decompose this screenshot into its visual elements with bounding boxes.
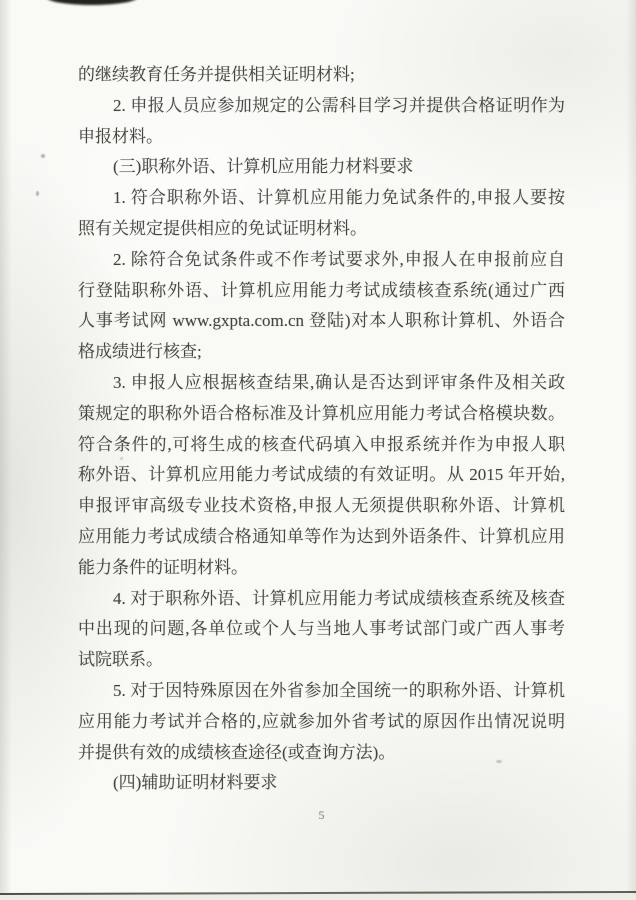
document-body-text xyxy=(78,60,565,799)
text-line: 称外语、计算机应用能力考试成绩的有效证明。从 2015 年开始, xyxy=(78,465,565,485)
text-line: 的继续教育任务并提供相关证明材料; xyxy=(78,65,355,84)
scan-right-edge-shadow xyxy=(626,0,636,900)
scan-left-edge-shadow xyxy=(0,0,12,900)
section-heading-line: (四)辅助证明材料要求 xyxy=(113,773,278,793)
text-line: 5. 对于因特殊原因在外省参加全国统一的职称外语、计算机 xyxy=(113,680,565,700)
scan-speck xyxy=(496,760,502,763)
text-line: 照有关规定提供相应的免试证明材料。 xyxy=(78,218,367,238)
section-heading-line: (三)职称外语、计算机应用能力材料要求 xyxy=(113,157,414,177)
scan-bottom-shade xyxy=(0,894,636,900)
text-line: 并提供有效的成绩核查途径(或查询方法)。 xyxy=(78,742,396,762)
text-line: 1. 符合职称外语、计算机应用能力免试条件的,申报人要按 xyxy=(113,188,565,208)
text-line: 2. 除符合免试条件或不作考试要求外,申报人在申报前应自 xyxy=(113,249,565,269)
text-line: 3. 申报人应根据核查结果,确认是否达到评审条件及相关政 xyxy=(113,372,565,392)
scan-speck xyxy=(120,457,123,460)
scan-arc-artifact xyxy=(46,0,138,5)
text-line: 应用能力考试成绩合格通知单等作为达到外语条件、计算机应用 xyxy=(78,526,565,546)
text-line: 策规定的职称外语合格标准及计算机应用能力考试合格模块数。 xyxy=(78,403,565,423)
text-line: 2. 申报人员应参加规定的公需科目学习并提供合格证明作为 xyxy=(113,95,565,115)
page-number: 5 xyxy=(318,808,325,822)
scan-speck xyxy=(36,191,39,196)
text-line: 4. 对于职称外语、计算机应用能力考试成绩核查系统及核查 xyxy=(113,588,565,608)
text-line: 行登陆职称外语、计算机应用能力考试成绩核查系统(通过广西 xyxy=(78,280,565,300)
text-line: 申报材料。 xyxy=(78,126,163,146)
text-line: 试院联系。 xyxy=(78,650,163,670)
scan-speck xyxy=(41,154,45,158)
text-line: 应用能力考试并合格的,应就参加外省考试的原因作出情况说明 xyxy=(78,711,565,731)
text-line: 能力条件的证明材料。 xyxy=(78,557,248,577)
text-line: 人事考试网 www.gxpta.com.cn 登陆)对本人职称计算机、外语合 xyxy=(78,311,565,331)
text-line: 格成绩进行核查; xyxy=(78,342,202,362)
text-line: 符合条件的,可将生成的核查代码填入申报系统并作为申报人职 xyxy=(78,434,565,454)
text-line: 中出现的问题,各单位或个人与当地人事考试部门或广西人事考 xyxy=(78,619,565,639)
text-line: 申报评审高级专业技术资格,申报人无须提供职称外语、计算机 xyxy=(78,496,565,516)
